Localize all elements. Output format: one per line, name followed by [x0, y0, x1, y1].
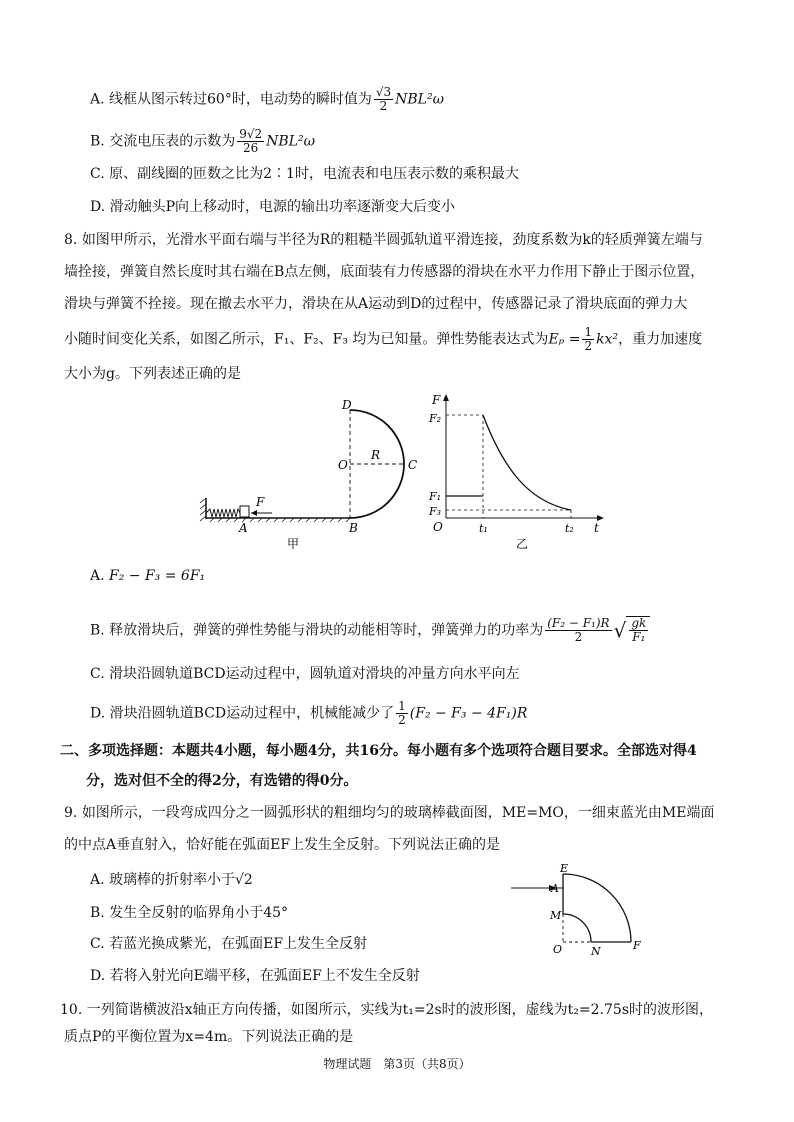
fraction-denominator: 26 — [243, 141, 259, 155]
tick-label-f1: F₁ — [429, 490, 442, 503]
label-b: B — [349, 521, 358, 535]
question-number: 9. — [64, 805, 78, 821]
q7-option-b — [90, 128, 315, 155]
q8-stem-line4 — [64, 326, 702, 353]
sqrt-sign: √ — [613, 618, 627, 643]
figure-caption: 甲 — [287, 537, 300, 551]
option-text: 交流电压表的示数为 — [109, 133, 236, 150]
label-f: F — [633, 939, 641, 952]
formula: NBL²ω — [395, 91, 444, 108]
fraction-numerator: 1 — [398, 699, 406, 713]
tick-label-f2: F₂ — [429, 412, 442, 425]
q9-option-a — [90, 870, 253, 890]
formula: √2 — [235, 872, 253, 888]
spring — [206, 509, 240, 517]
formula: kx² — [596, 331, 619, 348]
option-label: A. — [90, 568, 105, 584]
fraction-denominator: 2 — [574, 630, 583, 644]
stem-text: ，重力加速度 — [618, 331, 703, 348]
tick-label-t2: t₂ — [565, 522, 574, 535]
slider-block — [240, 506, 249, 517]
question-number: 8. — [64, 232, 78, 248]
axis-label-t: t — [594, 521, 599, 535]
fraction — [396, 700, 408, 727]
option-text: 玻璃棒的折射率小于 — [109, 872, 236, 888]
option-label: A. — [90, 91, 105, 108]
formula: NBL²ω — [266, 133, 315, 150]
q9-option-d — [90, 966, 420, 986]
q10-stem-line2: 质点P的平衡位置为x=4m。下列说法正确的是 — [64, 1029, 354, 1045]
label-m: M — [550, 909, 562, 922]
wall-hatch — [200, 498, 206, 521]
option-text: 若蓝光换成紫光，在弧面EF上发生全反射 — [109, 936, 368, 952]
label-n: N — [591, 945, 601, 958]
option-text: 滑块沿圆轨道BCD运动过程中，机械能减少了 — [109, 705, 395, 722]
q8-figure-yi — [424, 390, 614, 555]
fraction — [545, 617, 611, 644]
inner-arc-mn — [563, 914, 591, 942]
label-r: R — [371, 448, 381, 462]
fraction-denominator: F₁ — [632, 630, 646, 644]
fraction — [629, 617, 648, 644]
fraction-denominator: 2 — [379, 99, 388, 113]
option-label: A. — [90, 872, 105, 888]
option-label: D. — [90, 199, 106, 215]
option-label: D. — [90, 705, 106, 722]
fraction-denominator: 2 — [398, 713, 406, 727]
label-f: F — [256, 495, 265, 509]
option-label: C. — [90, 166, 105, 182]
section-heading-line1: 二、多项选择题：本题共4小题，每小题4分，共16分。每小题有多个选项符合题目要求。全部选对得4 — [60, 743, 697, 759]
option-text: 滑动触头P向上移动时，电源的输出功率逐渐变大后变小 — [109, 199, 456, 215]
q7-option-a — [90, 86, 444, 113]
fraction-numerator: √3 — [375, 85, 392, 99]
q9-stem-line1 — [64, 803, 714, 823]
q9-option-c — [90, 934, 367, 954]
fraction-denominator: 2 — [584, 339, 593, 353]
option-label: B. — [90, 905, 105, 921]
q7-option-d — [90, 197, 455, 217]
q7-option-c — [90, 164, 519, 184]
section-heading-line2: 分，选对但不全的得2分，有选错的得0分。 — [86, 773, 358, 789]
option-text: 滑块沿圆轨道BCD运动过程中，圆轨道对滑块的冲量方向水平向左 — [109, 666, 520, 682]
formula: F₂ − F₃ = 6F₁ — [109, 568, 206, 584]
q8-option-d — [90, 700, 527, 727]
q10-stem-line1 — [60, 1000, 713, 1020]
label-c: C — [408, 458, 418, 472]
label-d: D — [342, 398, 352, 412]
outer-arc-ef — [563, 874, 631, 942]
option-text: 若将入射光向E端平移，在弧面EF上不发生全反射 — [109, 968, 420, 984]
tick-label-f3: F₃ — [429, 505, 442, 518]
q9-stem-line2: 的中点A垂直射入，恰好能在弧面EF上发生全反射。下列说法正确的是 — [64, 837, 501, 853]
fraction-numerator: 9√2 — [239, 127, 263, 141]
option-label: C. — [90, 936, 105, 952]
q9-figure — [505, 862, 655, 962]
q8-option-a — [90, 566, 205, 586]
arrow-head — [251, 510, 257, 516]
option-text: 线框从图示转过60°时，电动势的瞬时值为 — [109, 91, 372, 108]
option-label: C. — [90, 666, 105, 682]
option-text: 原、副线圈的匝数之比为2∶1时，电流表和电压表示数的乘积最大 — [109, 166, 519, 182]
label-a: A — [239, 521, 248, 535]
formula: Eₚ = — [548, 331, 581, 348]
option-label: D. — [90, 968, 106, 984]
stem-text: 一列简谐横波沿x轴正方向传播，如图所示，实线为t₁=2s时的波形图，虚线为t₂=2.75s时的波形图， — [86, 1002, 713, 1018]
stem-text: 如图所示，一段弯成四分之一圆弧形状的粗细均匀的玻璃棒截面图，ME=MO，一细束蓝光由ME端面 — [81, 805, 715, 821]
label-o: O — [553, 943, 563, 956]
page-footer: 物理试题 第3页（共8页） — [323, 1057, 471, 1071]
fraction-numerator: 1 — [584, 325, 593, 339]
label-a: A — [551, 882, 559, 895]
fraction-numerator: (F₂ − F₁)R — [547, 616, 610, 630]
fraction — [374, 86, 393, 113]
fraction — [237, 128, 264, 155]
stem-text: 小随时间变化关系，如图乙所示，F₁、F₂、F₃ 均为已知量。弹性势能表达式为 — [64, 331, 549, 348]
option-label: B. — [90, 133, 105, 150]
label-e: E — [560, 862, 569, 875]
q8-stem-line5: 大小为g。下列表述正确的是 — [64, 366, 241, 382]
q8-figure-jia — [196, 395, 436, 555]
fraction-numerator: gk — [631, 616, 647, 630]
question-number: 10. — [60, 1002, 83, 1018]
q8-option-c — [90, 664, 520, 684]
force-curve — [483, 415, 571, 510]
figure-caption: 乙 — [516, 537, 529, 551]
tick-label-t1: t₁ — [479, 522, 488, 535]
stem-text: 如图甲所示，光滑水平面右端与半径为R的粗糙半圆弧轨道平滑连接，劲度系数为k的轻质弹簧左端与 — [81, 232, 703, 248]
q8-stem-line2: 墙拴接，弹簧自然长度时其右端在B点左侧，底面装有力传感器的滑块在水平力作用下静止于图示位置， — [64, 264, 705, 280]
origin-label: O — [433, 520, 443, 534]
q8-stem-line1 — [64, 230, 703, 250]
axis-label-f: F — [432, 393, 441, 407]
option-label: B. — [90, 622, 105, 639]
q8-stem-line3: 滑块与弹簧不拴接。现在撤去水平力，滑块在从A运动到D的过程中，传感器记录了滑块底面的弹力大 — [64, 296, 688, 312]
formula: (F₂ − F₃ − 4F₁)R — [409, 705, 528, 722]
option-text: 发生全反射的临界角小于45° — [109, 905, 289, 921]
y-axis-arrow — [443, 394, 449, 401]
label-o: O — [338, 458, 348, 472]
fraction — [582, 326, 594, 353]
option-text: 释放滑块后，弹簧的弹性势能与滑块的动能相等时，弹簧弹力的功率为 — [109, 622, 544, 639]
sqrt-radicand — [626, 616, 650, 644]
q8-option-b — [90, 616, 650, 644]
q9-option-b — [90, 903, 288, 923]
